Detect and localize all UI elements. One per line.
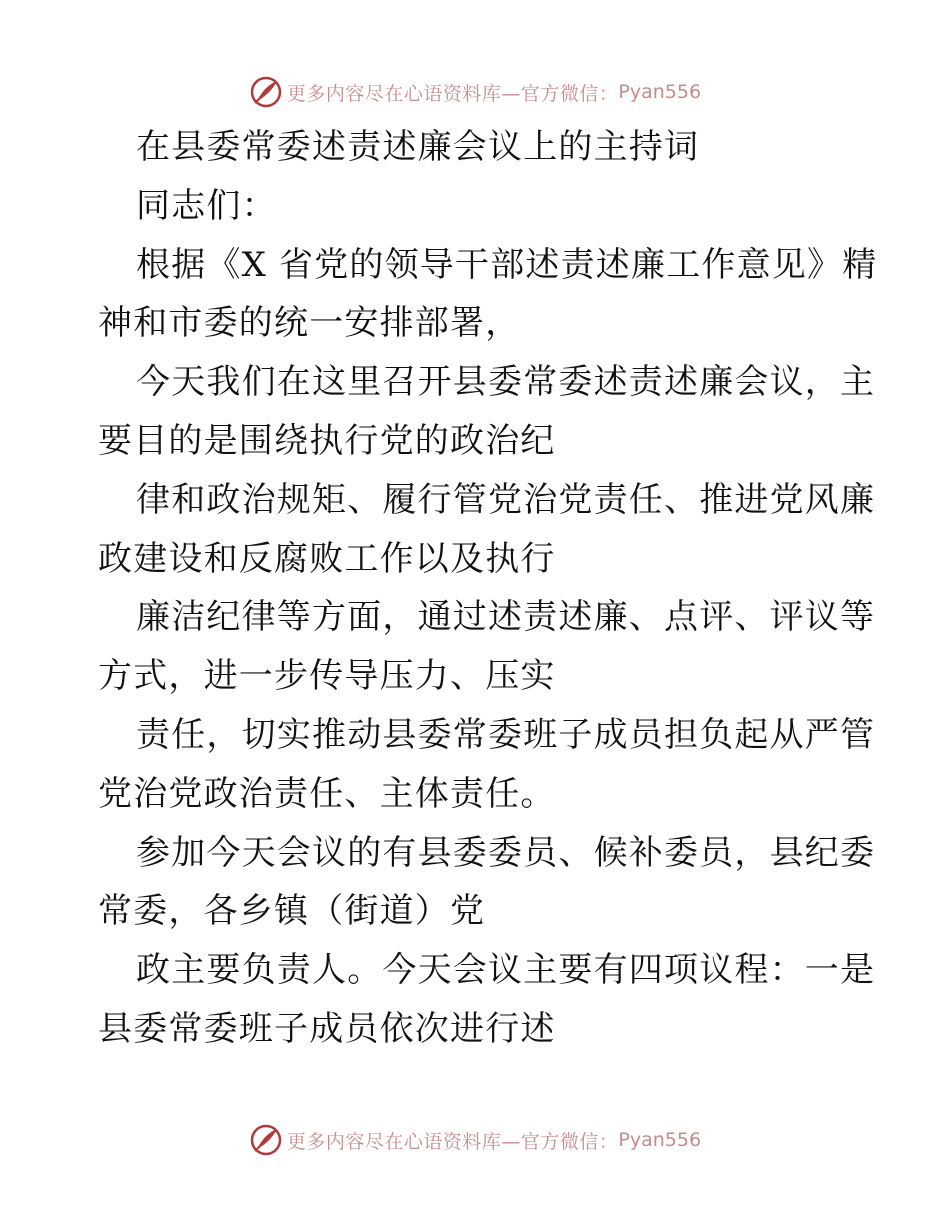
text-line: 政建设和反腐败工作以及执行 [98,538,556,579]
text-line: 常委，各乡镇（街道）党 [98,891,486,932]
watermark-text: 更多内容尽在心语资料库—官方微信： [286,1130,619,1153]
document-body [98,118,878,1059]
text-line: 律和政治规矩、履行管党治党责任、推进党风廉 [136,479,876,520]
text-line: 责任，切实推动县委常委班子成员担负起从严管 [136,714,876,755]
text-line: 今天我们在这里召开县委常委述责述廉会议，主 [136,362,876,403]
document-title: 在县委常委述责述廉会议上的主持词 [136,127,700,167]
footer-watermark [0,1120,950,1160]
text-line: 根据《X 省党的领导干部述责述廉工作意见》精 [136,244,878,285]
text-line: 廉洁纪律等方面，通过述责述廉、点评、评议等 [136,597,876,638]
text-line: 党治党政治责任、主体责任。 [98,773,556,814]
feather-pen-logo-icon [249,75,283,109]
watermark-wechat-id: Pyan556 [618,81,702,103]
header-watermark [0,72,950,112]
watermark-wechat-id: Pyan556 [618,1129,702,1151]
text-line: 要目的是围绕执行党的政治纪 [98,420,556,461]
feather-pen-logo-icon [249,1123,283,1157]
text-line: 政主要负责人。今天会议主要有四项议程：一是 [136,950,876,991]
text-line: 参加今天会议的有县委委员、候补委员，县纪委 [136,832,876,873]
text-line: 方式，进一步传导压力、压实 [98,656,556,697]
salutation: 同志们： [136,185,277,226]
text-line: 神和市委的统一安排部署， [98,303,521,344]
watermark-text: 更多内容尽在心语资料库—官方微信： [286,82,619,105]
text-line: 县委常委班子成员依次进行述 [98,1008,556,1049]
